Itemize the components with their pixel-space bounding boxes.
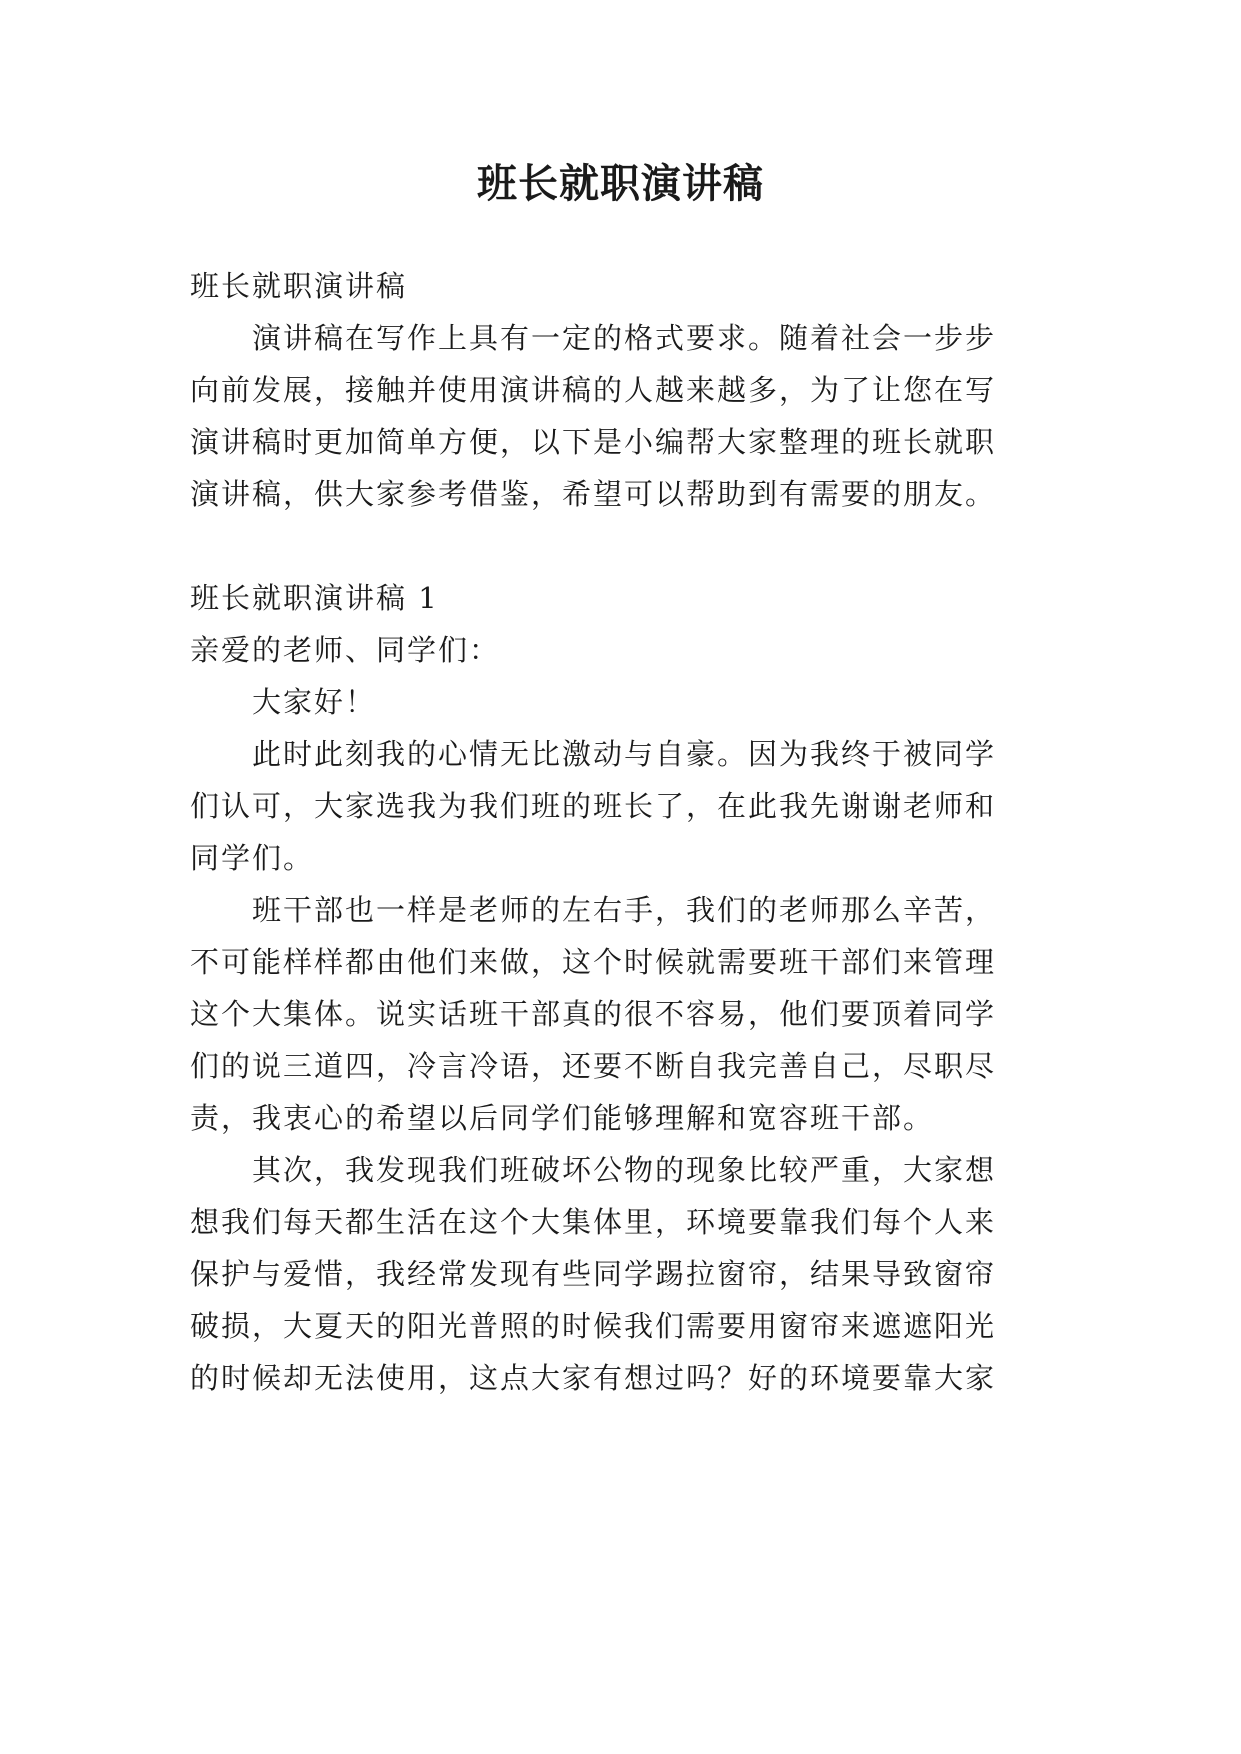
paragraph-line: 这个大集体。说实话班干部真的很不容易，他们要顶着同学 bbox=[190, 997, 997, 1031]
intro-line: 演讲稿，供大家参考借鉴，希望可以帮助到有需要的朋友。 bbox=[190, 477, 997, 511]
intro-line: 演讲稿在写作上具有一定的格式要求。随着社会一步步 bbox=[252, 321, 997, 355]
greeting: 大家好！ bbox=[252, 685, 377, 719]
paragraph-line: 班干部也一样是老师的左右手，我们的老师那么辛苦， bbox=[252, 893, 997, 927]
intro-line: 演讲稿时更加简单方便，以下是小编帮大家整理的班长就职 bbox=[190, 425, 997, 459]
paragraph-line: 其次，我发现我们班破坏公物的现象比较严重，大家想 bbox=[252, 1153, 997, 1187]
salutation: 亲爱的老师、同学们： bbox=[190, 633, 501, 667]
document-title: 班长就职演讲稿 bbox=[477, 160, 764, 207]
paragraph-line: 责，我衷心的希望以后同学们能够理解和宽容班干部。 bbox=[190, 1101, 935, 1135]
paragraph-line: 想我们每天都生活在这个大集体里，环境要靠我们每个人来 bbox=[190, 1205, 997, 1239]
paragraph-line: 们认可，大家选我为我们班的班长了，在此我先谢谢老师和 bbox=[190, 789, 997, 823]
paragraph-line: 们的说三道四，冷言冷语，还要不断自我完善自己，尽职尽 bbox=[190, 1049, 997, 1083]
paragraph-line: 不可能样样都由他们来做，这个时候就需要班干部们来管理 bbox=[190, 945, 997, 979]
intro-line: 向前发展，接触并使用演讲稿的人越来越多，为了让您在写 bbox=[190, 373, 997, 407]
paragraph-line: 同学们。 bbox=[190, 841, 315, 875]
document-subtitle: 班长就职演讲稿 bbox=[190, 269, 408, 303]
paragraph-line: 破损，大夏天的阳光普照的时候我们需要用窗帘来遮遮阳光 bbox=[190, 1309, 997, 1343]
paragraph-line: 此时此刻我的心情无比激动与自豪。因为我终于被同学 bbox=[252, 737, 997, 771]
paragraph-line: 保护与爱惜，我经常发现有些同学踢拉窗帘，结果导致窗帘 bbox=[190, 1257, 997, 1291]
section-heading: 班长就职演讲稿 1 bbox=[190, 581, 439, 615]
paragraph-line: 的时候却无法使用，这点大家有想过吗？好的环境要靠大家 bbox=[190, 1361, 997, 1395]
